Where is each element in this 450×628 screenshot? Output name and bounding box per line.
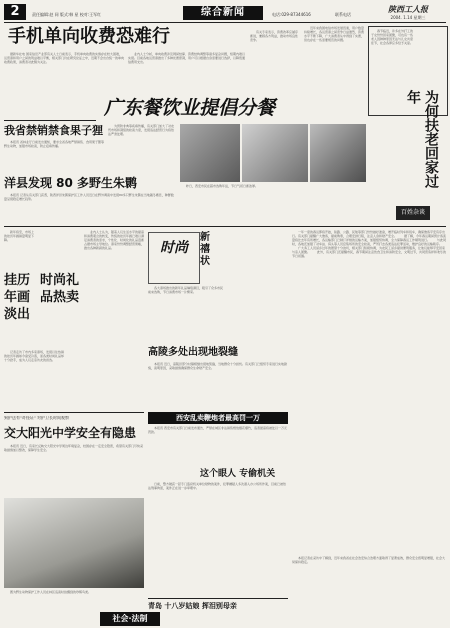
article-text-school: 本报讯 近日，有家长反映交大阳光中学周边环境复杂，校园存在一定安全隐患，希望有关部门尽快采取措施加以整改，保障学生安全。 xyxy=(4,444,143,452)
boxed-column-text: 春节临近，许多在外打工的子女纷纷回家团聚，可也有一些老人因种种原因无法与儿女共度佳节，社会各界应多给予关爱。 xyxy=(371,29,414,45)
article-text-bottom-right: 本报记者在采访中了解到，近年来我省在社会治安综合治理方面取得了显著成效，群众安全感明显增强，社会大局保持稳定。 xyxy=(292,556,446,564)
article-text-right-column: 一年一度的春运即将开始，铁路、公路、民航等部门纷纷做好准备，增开临时列车和班车，确保旅客平安有序出行。有关部门提醒广大旅客，提前购票，合理安排行程，注意人身和财产安全。 据了解，今年春运期间预计客流量将比去年有所增长，各运输部门已制订详细的运输方案，加强组织协调，全力保障春运工作顺利进行。 与此同时，各地还加强了对车站、码头等人员密集场所的安全检查，严厉打击各类违法犯罪活动，维护良好的运输秩序。 广大务工人员返乡过年的愿望十分迫切，相关部门积极协调，为农民工返乡提供便利服务，让他们能够平安回家与亲人团聚。 此外，有关部门还提醒市民，春节期间注意饮食卫生和消防安全，文明过节，共同营造祥和欢乐的节日氛围。 xyxy=(292,230,446,258)
article-text-house: 本报讯 近日，高陵县部分村镇相继出现地裂缝，当地群众十分担忧。有关部门已组织专家进行实地勘察，查明原因，采取措施确保群众生命财产安全。 xyxy=(148,362,287,370)
column-stamp: 百姓杂谈 xyxy=(396,206,430,220)
rule-2 xyxy=(4,226,446,227)
headline-catering: 广东餐饮业提倡分餐 xyxy=(104,97,276,119)
headline-yangxian: 洋县发现 80 多野生朱鹮 xyxy=(4,176,138,190)
rule-1 xyxy=(4,120,96,121)
photo-caption: 昨日，西安市民在超市选购年货，节日气氛日渐浓厚。 xyxy=(180,184,259,188)
bottom-left-kicker: 狗护送有"奇怪证" 对护卫长时间观察 xyxy=(4,416,69,420)
article-text-cal-3: 业内人士认为，随着人们生活水平的提高和消费观念的转变，传统的挂历年画已难以满足消费者的需求，个性化、时尚化的礼品逐渐占据市场主导地位。商家纷纷调整经营策略，推出各种新颖的礼品。 xyxy=(84,230,144,250)
headline-school: 交大阳光中学安全有隐患 xyxy=(4,426,137,440)
headline-why-return: 为何扶老回家过年 xyxy=(405,90,439,188)
article-text-fashion: 各大商场推出的新年礼品琳琅满目，吸引了众多市民前来选购，节日消费市场一片繁荣。 xyxy=(148,286,224,294)
headline-house: 高陵多处出现地裂缝 xyxy=(148,347,238,358)
headline-fashion-gift: 时尚礼品热卖 xyxy=(40,273,80,305)
headline-xinyue: 新禧状 xyxy=(200,232,210,267)
section-title: 综合新闻 xyxy=(183,6,263,20)
editors-line: 责任编辑:赵 同 版式:韩 星 校对:王军红 xyxy=(32,12,102,17)
headline-calendar: 挂历年画淡出 xyxy=(4,273,31,322)
contact-label: 联系电话 xyxy=(335,12,351,17)
article-text-mid-1: 为预防非典等疾病传播，有关部门加大了对农贸市场和餐馆的检查力度，发现违法经营行为将依法严肃处理。 xyxy=(108,124,175,136)
article-text-phone-2: 业内人士分析，单向收费涉及网间结算、资费结构调整等诸多复杂问题，短期内难以实现。目前各地运营商推出了多种优惠套餐，用户可以根据自身需要进行选择，以降低通信费用支出。 xyxy=(128,52,246,64)
photo-catering-3 xyxy=(310,124,366,182)
footer-section-label: 社会·法制 xyxy=(100,612,160,626)
headline-youth: 青岛 十八岁姑娘 挥泪别母亲 xyxy=(148,602,237,610)
masthead: 陕西工人报 xyxy=(388,4,428,14)
youth-box xyxy=(148,598,288,613)
issue-date: 2004. 1.14 星期三 xyxy=(390,15,426,20)
page-number: 2 xyxy=(4,4,26,20)
article-text-xian: 本报讯 西安市有关部门日前发布通告，严禁在城区非法销售燃放烟花爆竹，违者最高将被处以一万元罚款。 xyxy=(148,426,287,434)
article-text-phone-3: 有关专家表示，资费改革应循序渐进，兼顾各方利益，推动市场良性竞争。 xyxy=(250,30,299,42)
article-text-phone-1: 据新华社电 国家信息产业部有关人士日前表示，手机单向收费的实施存在较大困难，运营商和用户之间的利益难以平衡，相关部门仍在研究论证之中，近期不会出台统一的单向收费政策，消费者对此颇为关注。 xyxy=(4,52,124,64)
header-rule xyxy=(4,22,446,23)
photo-catering-2 xyxy=(242,124,308,182)
rule-3 xyxy=(4,412,144,413)
phone-line: 电话:029-87344616 xyxy=(272,12,311,17)
photo-caption-pheasant: 图为野生动物保护工作人员在林区巡查时拍摄到的珍稀鸟类。 xyxy=(4,590,92,594)
fashion-graphic xyxy=(148,232,200,284)
photo-pheasant xyxy=(4,498,144,588)
headline-machine: 这个眼人 专偷机关 xyxy=(200,469,276,479)
article-text-yangxian: 本报讯 记者从有关部门获悉，陕西洋县朱鹮保护区工作人员近日在野外调查中发现80多只野生朱鹮在当地越冬栖息，种群数量呈现稳定增长趋势。 xyxy=(4,193,174,201)
headline-phone-fees: 手机单向收费恐难行 xyxy=(8,26,170,47)
headline-xian-prices: 西安乱卖鞭炮者最高罚一万 xyxy=(148,412,288,424)
article-text-cal-1: 新年将至，市场上的挂历年画销量明显下降。 xyxy=(4,230,34,242)
article-text-machine: 日前，警方破获一起专门盗窃机关单位财物的案件，犯罪嫌疑人多次潜入办公场所作案，目前已被依法刑事拘留，案件正在进一步审理中。 xyxy=(148,482,287,490)
article-text-counterfeit: 本报讯 省林业厅日前发出通知，要求全省各地严禁销售、食用果子狸等野生动物，加强市场检查，防止疫病传播。 xyxy=(4,140,104,148)
headline-counterfeit: 我省禁销禁食果子狸 xyxy=(4,124,103,137)
article-text-cal-2: 记者走访了市内多家商场，发现以往热销的挂历年画如今备受冷落，而各类时尚礼品却十分抢手，成为人们走亲访友的首选。 xyxy=(4,350,64,362)
photo-catering-1 xyxy=(180,124,240,182)
article-text-top-right: 近年来我国电信市场发展迅速，用户数量持续增长，各运营商之间竞争日益激烈，资费水平不断下降，广大消费者从中得到了实惠，但也存在一些需要规范的问题。 xyxy=(304,26,364,42)
fashion-graphic-label: 时尚 xyxy=(160,240,188,256)
